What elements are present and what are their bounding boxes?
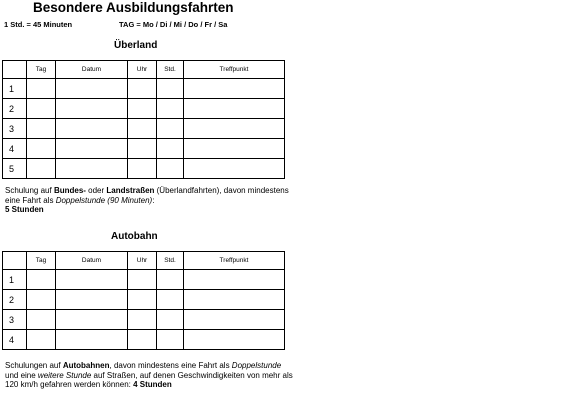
- row-number: 4: [3, 139, 27, 159]
- tag-cell[interactable]: [27, 79, 56, 99]
- col-header-uhr: Uhr: [128, 61, 157, 79]
- table-row: [3, 310, 285, 330]
- col-header-datum: Datum: [56, 61, 128, 79]
- desc-text: und eine: [5, 370, 38, 380]
- std-cell[interactable]: [157, 79, 184, 99]
- datum-cell[interactable]: [56, 310, 128, 330]
- treffpunkt-cell[interactable]: [184, 330, 285, 350]
- uhr-cell[interactable]: [128, 139, 157, 159]
- uhr-cell[interactable]: [128, 159, 157, 179]
- uhr-cell[interactable]: [128, 119, 157, 139]
- table-row: [3, 79, 285, 99]
- datum-cell[interactable]: [56, 290, 128, 310]
- row-number: 1: [3, 270, 27, 290]
- col-header-number: [3, 61, 27, 79]
- row-number: 2: [3, 99, 27, 119]
- row-number: 3: [3, 119, 27, 139]
- desc-required-hours: 4 Stunden: [133, 380, 172, 389]
- desc-italic-weitere-stunde: weitere Stunde: [37, 370, 92, 380]
- row-number: 2: [3, 290, 27, 310]
- tag-cell[interactable]: [27, 290, 56, 310]
- std-cell[interactable]: [157, 290, 184, 310]
- page-title: Besondere Ausbildungsfahrten: [33, 0, 234, 15]
- desc-text: (Überlandfahrten), davon mindestens eine Fahrt als: [5, 186, 289, 205]
- col-header-treffpunkt: Treffpunkt: [184, 252, 285, 270]
- treffpunkt-cell[interactable]: [184, 270, 285, 290]
- datum-cell[interactable]: [56, 330, 128, 350]
- treffpunkt-cell[interactable]: [184, 290, 285, 310]
- treffpunkt-cell[interactable]: [184, 159, 285, 179]
- table-header-row: [3, 61, 285, 79]
- datum-cell[interactable]: [56, 270, 128, 290]
- table-row: [3, 139, 285, 159]
- treffpunkt-cell[interactable]: [184, 99, 285, 119]
- desc-italic-doppelstunde: Doppelstunde: [231, 361, 282, 370]
- tag-cell[interactable]: [27, 99, 56, 119]
- desc-bold-landstrassen: Landstraßen: [106, 186, 155, 195]
- table-row: [3, 119, 285, 139]
- row-number: 1: [3, 79, 27, 99]
- tag-cell[interactable]: [27, 139, 56, 159]
- std-cell[interactable]: [157, 119, 184, 139]
- ueberland-table: [2, 60, 285, 179]
- treffpunkt-cell[interactable]: [184, 310, 285, 330]
- uhr-cell[interactable]: [128, 310, 157, 330]
- uhr-cell[interactable]: [128, 99, 157, 119]
- desc-text: , davon mindestens eine Fahrt als: [109, 361, 232, 370]
- desc-text: :: [152, 195, 155, 205]
- datum-cell[interactable]: [56, 139, 128, 159]
- autobahn-table: [2, 251, 285, 350]
- table-row: [3, 99, 285, 119]
- desc-text: Schulungen auf: [5, 361, 63, 370]
- col-header-treffpunkt: Treffpunkt: [184, 61, 285, 79]
- ueberland-description: [5, 186, 293, 215]
- col-header-uhr: Uhr: [128, 252, 157, 270]
- hour-definition-note: 1 Std. = 45 Minuten: [4, 20, 73, 29]
- uhr-cell[interactable]: [128, 270, 157, 290]
- table-row: [3, 330, 285, 350]
- std-cell[interactable]: [157, 99, 184, 119]
- desc-bold-bundes: Bundes-: [53, 186, 86, 195]
- autobahn-description: [5, 361, 293, 390]
- tag-cell[interactable]: [27, 330, 56, 350]
- treffpunkt-cell[interactable]: [184, 139, 285, 159]
- col-header-tag: Tag: [27, 61, 56, 79]
- std-cell[interactable]: [157, 310, 184, 330]
- uhr-cell[interactable]: [128, 79, 157, 99]
- desc-text: auf Straßen, auf denen Geschwindigkeiten von mehr als 120 km/h gefahren werden können:: [5, 370, 293, 389]
- row-number: 5: [3, 159, 27, 179]
- col-header-datum: Datum: [56, 252, 128, 270]
- autobahn-section-title: Autobahn: [111, 231, 158, 242]
- treffpunkt-cell[interactable]: [184, 79, 285, 99]
- col-header-number: [3, 252, 27, 270]
- tag-cell[interactable]: [27, 119, 56, 139]
- table-row: [3, 290, 285, 310]
- datum-cell[interactable]: [56, 119, 128, 139]
- table-header-row: [3, 252, 285, 270]
- datum-cell[interactable]: [56, 99, 128, 119]
- std-cell[interactable]: [157, 139, 184, 159]
- desc-text: Schulung auf: [5, 186, 54, 195]
- table-row: [3, 270, 285, 290]
- tag-cell[interactable]: [27, 159, 56, 179]
- std-cell[interactable]: [157, 159, 184, 179]
- datum-cell[interactable]: [56, 79, 128, 99]
- tag-cell[interactable]: [27, 270, 56, 290]
- datum-cell[interactable]: [56, 159, 128, 179]
- days-legend-note: TAG = Mo / Di / Mi / Do / Fr / Sa: [119, 20, 228, 29]
- col-header-tag: Tag: [27, 252, 56, 270]
- std-cell[interactable]: [157, 270, 184, 290]
- std-cell[interactable]: [157, 330, 184, 350]
- desc-bold-autobahnen: Autobahnen: [62, 361, 110, 370]
- desc-text: oder: [85, 186, 107, 195]
- col-header-std: Std.: [157, 252, 184, 270]
- tag-cell[interactable]: [27, 310, 56, 330]
- table-row: [3, 159, 285, 179]
- col-header-std: Std.: [157, 61, 184, 79]
- row-number: 3: [3, 310, 27, 330]
- treffpunkt-cell[interactable]: [184, 119, 285, 139]
- desc-italic-doppelstunde: Doppelstunde (90 Minuten): [55, 195, 153, 205]
- uhr-cell[interactable]: [128, 330, 157, 350]
- ueberland-section-title: Überland: [114, 40, 158, 51]
- desc-required-hours: 5 Stunden: [5, 205, 44, 214]
- row-number: 4: [3, 330, 27, 350]
- uhr-cell[interactable]: [128, 290, 157, 310]
